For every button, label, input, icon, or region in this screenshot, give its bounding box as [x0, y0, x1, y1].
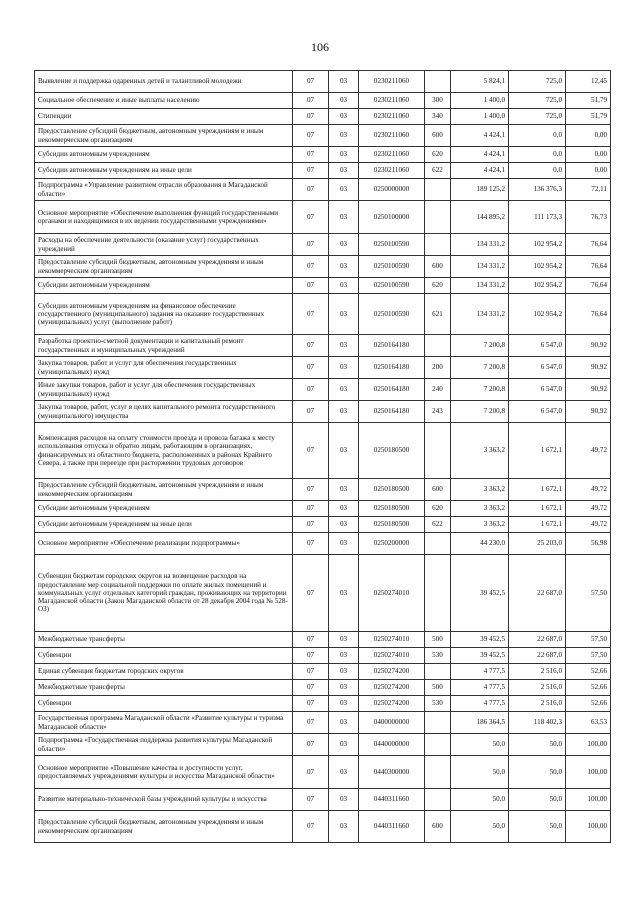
fact-value: 725,0 — [509, 109, 566, 125]
fact-value: 1 672,1 — [509, 479, 566, 501]
section-code: 07 — [293, 789, 329, 811]
section-code: 07 — [293, 664, 329, 680]
subsection-code: 03 — [329, 664, 359, 680]
row-name: Межбюджетные трансферты — [35, 680, 293, 696]
percent-value: 0,00 — [566, 125, 611, 147]
section-code: 07 — [293, 234, 329, 256]
section-code: 07 — [293, 632, 329, 648]
subsection-code: 03 — [329, 278, 359, 294]
plan-value: 50,0 — [451, 734, 509, 756]
table-row — [35, 379, 611, 401]
row-name: Субвенции — [35, 696, 293, 712]
fact-value: 2 516,0 — [509, 680, 566, 696]
fact-value: 2 516,0 — [509, 696, 566, 712]
row-name: Субсидии автономным учреждениям — [35, 147, 293, 163]
plan-value: 189 125,2 — [451, 179, 509, 201]
section-code: 07 — [293, 335, 329, 357]
fact-value: 6 547,0 — [509, 401, 566, 423]
article-code: 0230211060 — [359, 93, 425, 109]
article-code: 0250100590 — [359, 278, 425, 294]
article-code: 0440311660 — [359, 811, 425, 843]
fact-value: 50,0 — [509, 789, 566, 811]
section-code: 07 — [293, 163, 329, 179]
section-code: 07 — [293, 201, 329, 234]
percent-value: 0,00 — [566, 147, 611, 163]
article-code: 0250274200 — [359, 664, 425, 680]
expense-type-code — [425, 712, 451, 734]
plan-value: 3 363,2 — [451, 479, 509, 501]
table-row — [35, 163, 611, 179]
table-row — [35, 335, 611, 357]
subsection-code: 03 — [329, 501, 359, 517]
table-body — [35, 71, 611, 843]
subsection-code: 03 — [329, 201, 359, 234]
expense-type-code — [425, 335, 451, 357]
table-row — [35, 93, 611, 109]
plan-value: 7 200,8 — [451, 335, 509, 357]
row-name: Предоставление субсидий бюджетным, автономным учреждениям и иным некоммерческим организациям — [35, 125, 293, 147]
percent-value: 100,00 — [566, 789, 611, 811]
fact-value: 0,0 — [509, 163, 566, 179]
table-row — [35, 357, 611, 379]
subsection-code: 03 — [329, 517, 359, 533]
section-code: 07 — [293, 712, 329, 734]
subsection-code: 03 — [329, 179, 359, 201]
table-row — [35, 734, 611, 756]
subsection-code: 03 — [329, 555, 359, 632]
subsection-code: 03 — [329, 401, 359, 423]
section-code: 07 — [293, 357, 329, 379]
plan-value: 134 331,2 — [451, 234, 509, 256]
article-code: 0250000000 — [359, 179, 425, 201]
article-code: 0440300000 — [359, 756, 425, 789]
subsection-code: 03 — [329, 632, 359, 648]
article-code: 0230211060 — [359, 163, 425, 179]
expense-type-code: 600 — [425, 479, 451, 501]
row-name: Субсидии автономным учреждениям — [35, 278, 293, 294]
section-code: 07 — [293, 517, 329, 533]
table-row — [35, 664, 611, 680]
row-name: Субсидии автономным учреждениям на финансовое обеспечение государственного (муниципального) задания на оказание государственных (муниципальных) услуг (выполнение работ) — [35, 294, 293, 335]
article-code: 0250180500 — [359, 479, 425, 501]
plan-value: 144 895,2 — [451, 201, 509, 234]
row-name: Межбюджетные трансферты — [35, 632, 293, 648]
plan-value: 134 331,2 — [451, 294, 509, 335]
plan-value: 39 452,5 — [451, 648, 509, 664]
subsection-code: 03 — [329, 379, 359, 401]
row-name: Расходы на обеспечение деятельности (оказание услуг) государственных учреждений — [35, 234, 293, 256]
article-code: 0230211060 — [359, 109, 425, 125]
expense-type-code — [425, 664, 451, 680]
percent-value: 56,98 — [566, 533, 611, 555]
article-code: 0250274010 — [359, 632, 425, 648]
fact-value: 22 687,0 — [509, 632, 566, 648]
percent-value: 76,64 — [566, 294, 611, 335]
subsection-code: 03 — [329, 648, 359, 664]
table-row — [35, 401, 611, 423]
article-code: 0250180500 — [359, 501, 425, 517]
section-code: 07 — [293, 179, 329, 201]
percent-value: 52,66 — [566, 696, 611, 712]
fact-value: 22 687,0 — [509, 555, 566, 632]
article-code: 0250164180 — [359, 379, 425, 401]
table-row — [35, 109, 611, 125]
plan-value: 4 777,5 — [451, 696, 509, 712]
subsection-code: 03 — [329, 479, 359, 501]
percent-value: 51,79 — [566, 93, 611, 109]
section-code: 07 — [293, 109, 329, 125]
table-row — [35, 71, 611, 93]
row-name: Предоставление субсидий бюджетным, автономным учреждениям и иным некоммерческим организациям — [35, 811, 293, 843]
row-name: Предоставление субсидий бюджетным, автономным учреждениям и иным некоммерческим организациям — [35, 479, 293, 501]
plan-value: 7 200,8 — [451, 357, 509, 379]
plan-value: 5 824,1 — [451, 71, 509, 93]
percent-value: 12,45 — [566, 71, 611, 93]
plan-value: 134 331,2 — [451, 278, 509, 294]
fact-value: 102 954,2 — [509, 234, 566, 256]
expense-type-code — [425, 423, 451, 479]
plan-value: 39 452,5 — [451, 632, 509, 648]
row-name: Основное мероприятие «Повышение качества и доступности услуг, предоставляемых учреждениями культуры и искусства Магаданской области» — [35, 756, 293, 789]
table-row — [35, 147, 611, 163]
subsection-code: 03 — [329, 93, 359, 109]
section-code: 07 — [293, 379, 329, 401]
subsection-code: 03 — [329, 696, 359, 712]
article-code: 0440311660 — [359, 789, 425, 811]
percent-value: 57,50 — [566, 648, 611, 664]
fact-value: 6 547,0 — [509, 357, 566, 379]
expense-type-code: 200 — [425, 357, 451, 379]
plan-value: 50,0 — [451, 756, 509, 789]
row-name: Развитие материально-технической базы учреждений культуры и искусства — [35, 789, 293, 811]
row-name: Социальное обеспечение и иные выплаты населению — [35, 93, 293, 109]
fact-value: 0,0 — [509, 125, 566, 147]
row-name: Разработка проектно-сметной документации и капитальный ремонт государственных и муниципальных учреждений — [35, 335, 293, 357]
plan-value: 1 400,0 — [451, 93, 509, 109]
fact-value: 1 672,1 — [509, 517, 566, 533]
subsection-code: 03 — [329, 256, 359, 278]
plan-value: 1 400,0 — [451, 109, 509, 125]
expense-type-code — [425, 789, 451, 811]
row-name: Единая субвенция бюджетам городских округов — [35, 664, 293, 680]
article-code: 0250274200 — [359, 680, 425, 696]
article-code: 0230211060 — [359, 147, 425, 163]
article-code: 0250100000 — [359, 201, 425, 234]
fact-value: 1 672,1 — [509, 423, 566, 479]
expense-type-code — [425, 756, 451, 789]
percent-value: 49,72 — [566, 501, 611, 517]
fact-value: 6 547,0 — [509, 335, 566, 357]
plan-value: 4 777,5 — [451, 680, 509, 696]
fact-value: 118 402,3 — [509, 712, 566, 734]
row-name: Государственная программа Магаданской области «Развитие культуры и туризма Магаданской области» — [35, 712, 293, 734]
percent-value: 90,92 — [566, 401, 611, 423]
section-code: 07 — [293, 696, 329, 712]
article-code: 0230211060 — [359, 71, 425, 93]
table-row — [35, 278, 611, 294]
expense-type-code — [425, 71, 451, 93]
section-code: 07 — [293, 648, 329, 664]
subsection-code: 03 — [329, 163, 359, 179]
fact-value: 2 516,0 — [509, 664, 566, 680]
table-row — [35, 125, 611, 147]
row-name: Компенсация расходов на оплату стоимости проезда и провоза багажа к месту использования отпуска и обратно лицам, работающим в организациях, финансируемых из областного бюджета, расположенных в районах Крайнего Севера, а также при переезде при расторжении трудовых договоров — [35, 423, 293, 479]
plan-value: 4 424,1 — [451, 125, 509, 147]
percent-value: 76,73 — [566, 201, 611, 234]
section-code: 07 — [293, 401, 329, 423]
table-row — [35, 789, 611, 811]
expense-type-code: 530 — [425, 696, 451, 712]
fact-value: 725,0 — [509, 71, 566, 93]
table-row — [35, 712, 611, 734]
expense-type-code — [425, 734, 451, 756]
article-code: 0440000000 — [359, 734, 425, 756]
fact-value: 102 954,2 — [509, 278, 566, 294]
subsection-code: 03 — [329, 109, 359, 125]
table-row — [35, 696, 611, 712]
subsection-code: 03 — [329, 533, 359, 555]
percent-value: 51,79 — [566, 109, 611, 125]
article-code: 0250200000 — [359, 533, 425, 555]
fact-value: 111 173,3 — [509, 201, 566, 234]
percent-value: 76,64 — [566, 278, 611, 294]
plan-value: 186 364,5 — [451, 712, 509, 734]
fact-value: 50,0 — [509, 811, 566, 843]
article-code: 0250180500 — [359, 517, 425, 533]
row-name: Подпрограмма «Государственная поддержка развития культуры Магаданской области» — [35, 734, 293, 756]
article-code: 0250274010 — [359, 648, 425, 664]
subsection-code: 03 — [329, 125, 359, 147]
subsection-code: 03 — [329, 294, 359, 335]
section-code: 07 — [293, 680, 329, 696]
percent-value: 100,00 — [566, 734, 611, 756]
section-code: 07 — [293, 756, 329, 789]
subsection-code: 03 — [329, 734, 359, 756]
fact-value: 1 672,1 — [509, 501, 566, 517]
article-code: 0250100590 — [359, 234, 425, 256]
article-code: 0400000000 — [359, 712, 425, 734]
percent-value: 90,92 — [566, 335, 611, 357]
article-code: 0250164180 — [359, 335, 425, 357]
percent-value: 49,72 — [566, 517, 611, 533]
fact-value: 25 203,0 — [509, 533, 566, 555]
section-code: 07 — [293, 294, 329, 335]
percent-value: 57,50 — [566, 555, 611, 632]
section-code: 07 — [293, 71, 329, 93]
expense-type-code: 500 — [425, 680, 451, 696]
subsection-code: 03 — [329, 423, 359, 479]
percent-value: 49,72 — [566, 423, 611, 479]
expense-type-code: 621 — [425, 294, 451, 335]
table-row — [35, 811, 611, 843]
percent-value: 52,66 — [566, 680, 611, 696]
article-code: 0250274010 — [359, 555, 425, 632]
percent-value: 90,92 — [566, 379, 611, 401]
plan-value: 50,0 — [451, 811, 509, 843]
row-name: Иные закупки товаров, работ и услуг для обеспечения государственных (муниципальных) нужд — [35, 379, 293, 401]
section-code: 07 — [293, 278, 329, 294]
expense-type-code — [425, 234, 451, 256]
expense-type-code: 530 — [425, 648, 451, 664]
section-code: 07 — [293, 256, 329, 278]
row-name: Субвенции — [35, 648, 293, 664]
percent-value: 76,64 — [566, 234, 611, 256]
table-row — [35, 256, 611, 278]
article-code: 0250164180 — [359, 357, 425, 379]
percent-value: 57,50 — [566, 632, 611, 648]
fact-value: 50,0 — [509, 756, 566, 789]
table-row — [35, 517, 611, 533]
section-code: 07 — [293, 811, 329, 843]
row-name: Выявление и поддержка одаренных детей и талантливой молодежи — [35, 71, 293, 93]
section-code: 07 — [293, 479, 329, 501]
percent-value: 63,53 — [566, 712, 611, 734]
fact-value: 136 376,3 — [509, 179, 566, 201]
row-name: Закупка товаров, работ, услуг в целях капитального ремонта государственного (муниципального) имущества — [35, 401, 293, 423]
expense-type-code: 620 — [425, 501, 451, 517]
fact-value: 0,0 — [509, 147, 566, 163]
subsection-code: 03 — [329, 147, 359, 163]
plan-value: 3 363,2 — [451, 517, 509, 533]
section-code: 07 — [293, 734, 329, 756]
table-row — [35, 680, 611, 696]
row-name: Основное мероприятие «Обеспечение реализации подпрограммы» — [35, 533, 293, 555]
plan-value: 44 230,0 — [451, 533, 509, 555]
row-name: Стипендии — [35, 109, 293, 125]
table-row — [35, 501, 611, 517]
subsection-code: 03 — [329, 712, 359, 734]
article-code: 0250274200 — [359, 696, 425, 712]
table-row — [35, 555, 611, 632]
row-name: Субсидии автономным учреждениям на иные цели — [35, 517, 293, 533]
percent-value: 49,72 — [566, 479, 611, 501]
row-name: Основное мероприятие «Обеспечение выполнения функций государственными органами и находящимися в их ведении государственными учреждениями» — [35, 201, 293, 234]
percent-value: 72,11 — [566, 179, 611, 201]
expense-type-code: 622 — [425, 517, 451, 533]
row-name: Предоставление субсидий бюджетным, автономным учреждениям и иным некоммерческим организациям — [35, 256, 293, 278]
expense-type-code: 622 — [425, 163, 451, 179]
subsection-code: 03 — [329, 811, 359, 843]
expense-type-code — [425, 179, 451, 201]
budget-table — [34, 70, 611, 843]
plan-value: 4 424,1 — [451, 163, 509, 179]
percent-value: 90,92 — [566, 357, 611, 379]
expense-type-code — [425, 555, 451, 632]
subsection-code: 03 — [329, 335, 359, 357]
expense-type-code: 300 — [425, 93, 451, 109]
row-name: Субсидии автономным учреждениям — [35, 501, 293, 517]
section-code: 07 — [293, 125, 329, 147]
plan-value: 3 363,2 — [451, 423, 509, 479]
article-code: 0230211060 — [359, 125, 425, 147]
table-row — [35, 533, 611, 555]
table-row — [35, 294, 611, 335]
table-row — [35, 423, 611, 479]
section-code: 07 — [293, 147, 329, 163]
plan-value: 7 200,8 — [451, 379, 509, 401]
percent-value: 0,00 — [566, 163, 611, 179]
section-code: 07 — [293, 93, 329, 109]
expense-type-code: 240 — [425, 379, 451, 401]
article-code: 0250100590 — [359, 294, 425, 335]
plan-value: 4 777,5 — [451, 664, 509, 680]
table-row — [35, 648, 611, 664]
plan-value: 3 363,2 — [451, 501, 509, 517]
section-code: 07 — [293, 555, 329, 632]
fact-value: 22 687,0 — [509, 648, 566, 664]
expense-type-code: 620 — [425, 147, 451, 163]
table-row — [35, 234, 611, 256]
percent-value: 76,64 — [566, 256, 611, 278]
expense-type-code — [425, 201, 451, 234]
subsection-code: 03 — [329, 789, 359, 811]
article-code: 0250100590 — [359, 256, 425, 278]
page-number: 106 — [311, 40, 329, 54]
expense-type-code — [425, 533, 451, 555]
table-row — [35, 632, 611, 648]
section-code: 07 — [293, 501, 329, 517]
subsection-code: 03 — [329, 357, 359, 379]
article-code: 0250180500 — [359, 423, 425, 479]
fact-value: 102 954,2 — [509, 294, 566, 335]
percent-value: 100,00 — [566, 756, 611, 789]
expense-type-code: 600 — [425, 256, 451, 278]
fact-value: 50,0 — [509, 734, 566, 756]
percent-value: 52,66 — [566, 664, 611, 680]
row-name: Закупка товаров, работ и услуг для обеспечения государственных (муниципальных) нужд — [35, 357, 293, 379]
plan-value: 39 452,5 — [451, 555, 509, 632]
expense-type-code: 243 — [425, 401, 451, 423]
plan-value: 134 331,2 — [451, 256, 509, 278]
table-row — [35, 756, 611, 789]
plan-value: 50,0 — [451, 789, 509, 811]
expense-type-code: 600 — [425, 811, 451, 843]
subsection-code: 03 — [329, 756, 359, 789]
percent-value: 100,00 — [566, 811, 611, 843]
section-code: 07 — [293, 533, 329, 555]
row-name: Подпрограмма «Управление развитием отрасли образования в Магаданской области» — [35, 179, 293, 201]
plan-value: 4 424,1 — [451, 147, 509, 163]
table-row — [35, 479, 611, 501]
fact-value: 102 954,2 — [509, 256, 566, 278]
row-name: Субвенции бюджетам городских округов на возмещение расходов на предоставление мер социальной поддержки по оплате жилых помещений и коммунальных услуг отдельных категорий граждан, проживающих на территории Магаданской области (Закон Магаданской области от 28 декабря 2004 года № 528-ОЗ) — [35, 555, 293, 632]
article-code: 0250164180 — [359, 401, 425, 423]
fact-value: 6 547,0 — [509, 379, 566, 401]
subsection-code: 03 — [329, 234, 359, 256]
expense-type-code: 500 — [425, 632, 451, 648]
table-row — [35, 179, 611, 201]
expense-type-code: 600 — [425, 125, 451, 147]
expense-type-code: 340 — [425, 109, 451, 125]
plan-value: 7 200,8 — [451, 401, 509, 423]
subsection-code: 03 — [329, 680, 359, 696]
section-code: 07 — [293, 423, 329, 479]
subsection-code: 03 — [329, 71, 359, 93]
table-row — [35, 201, 611, 234]
row-name: Субсидии автономным учреждениям на иные цели — [35, 163, 293, 179]
expense-type-code: 620 — [425, 278, 451, 294]
fact-value: 725,0 — [509, 93, 566, 109]
